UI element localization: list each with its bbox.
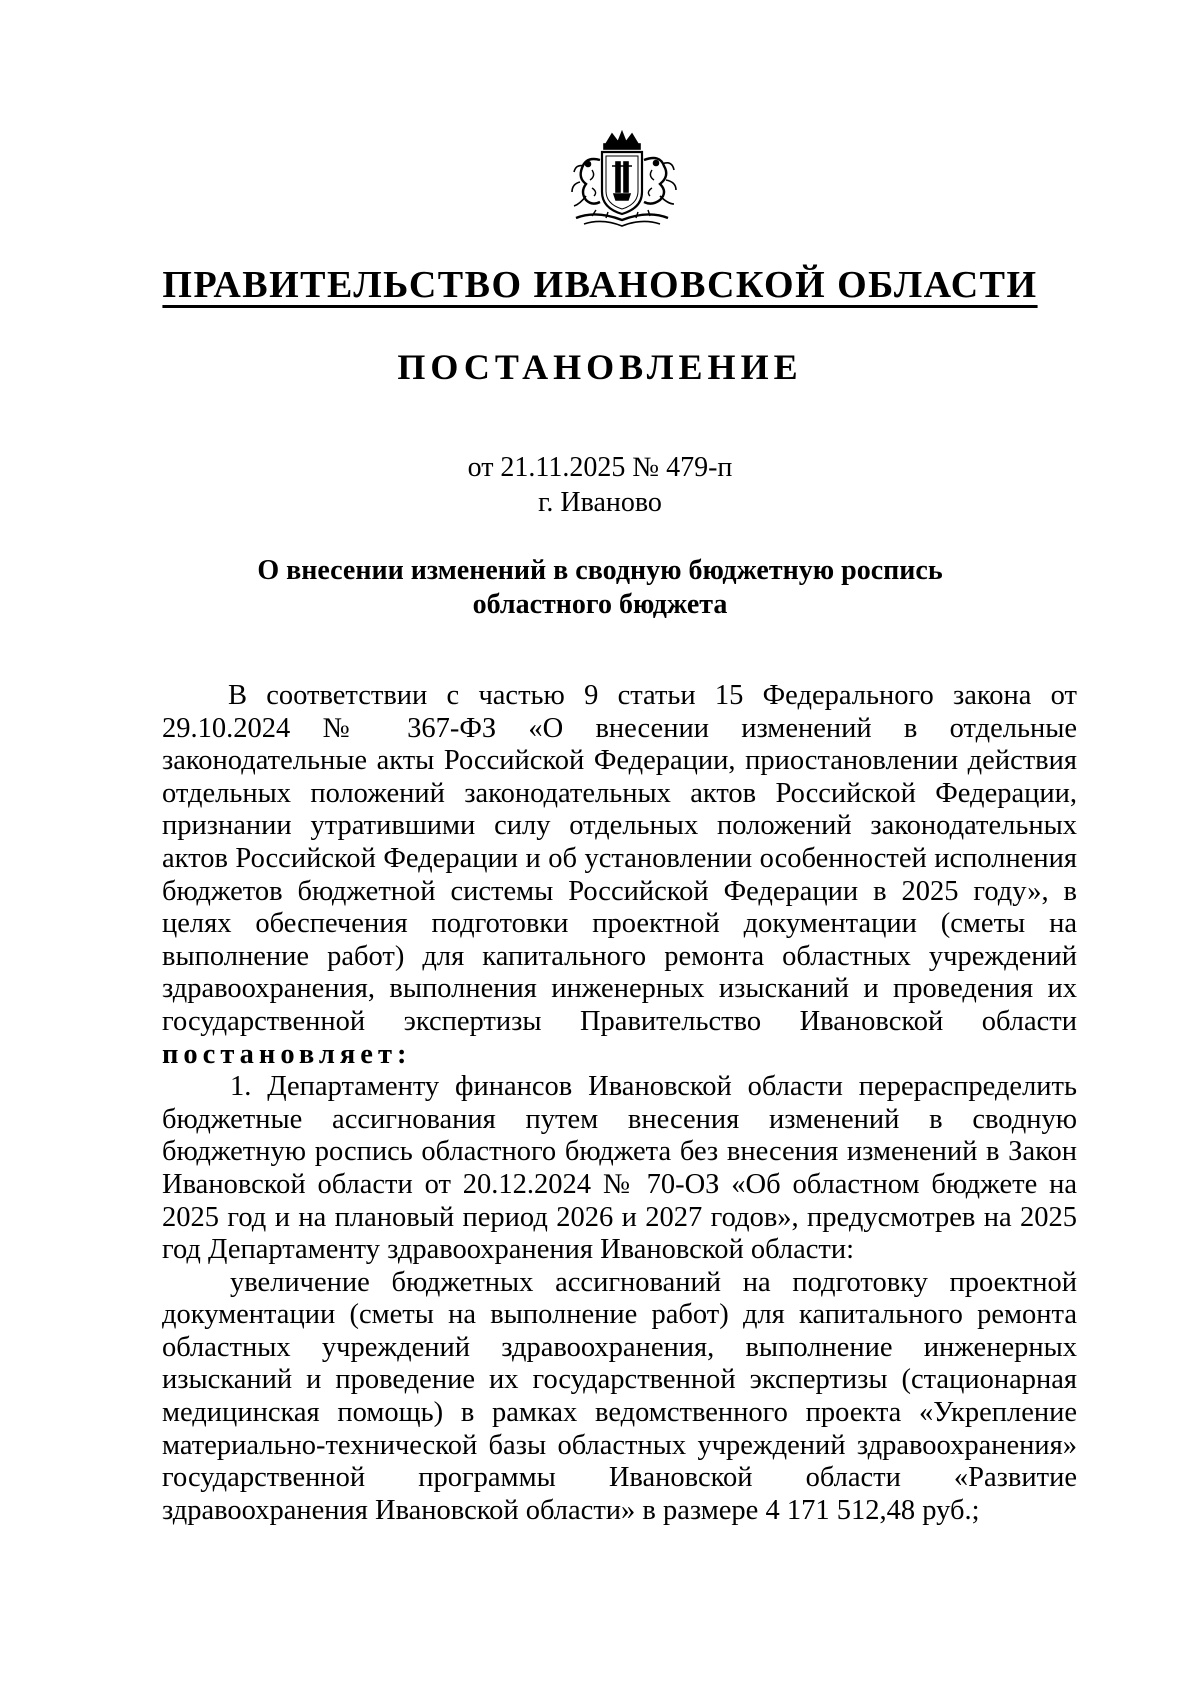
subject-line-2: областного бюджета	[472, 589, 728, 620]
government-title: ПРАВИТЕЛЬСТВО ИВАНОВСКОЙ ОБЛАСТИ	[162, 264, 1038, 306]
coat-of-arms-icon	[556, 130, 688, 234]
item-1-sub-paragraph: увеличение бюджетных ассигнований на подготовку проектной документации (сметы на выполнение работ) для капитального ремонта областных учреждений здравоохранения, выполнение инженерных изысканий и проведение их государственной экспертизы (стационарная медицинская помощь) в рамках ведомственного проекта «Укрепление материально-технической базы областных учреждений здравоохранения» государственной программы Ивановской области «Развитие здравоохранения Ивановской области» в размере 4 171 512,48 руб.;	[162, 1266, 1077, 1526]
preamble-paragraph	[162, 680, 1077, 1071]
city: г. Иваново	[538, 487, 662, 518]
document-body	[162, 680, 1077, 1527]
item-1-paragraph: 1. Департаменту финансов Ивановской области перераспределить бюджетные ассигнования путем внесения изменений в сводную бюджетную роспись областного бюджета без внесения изменений в Закон Ивановской области от 20.12.2024 № 70-ОЗ «Об областном бюджете на 2025 год и на плановый период 2026 и 2027 годов», предусмотрев на 2025 год Департаменту здравоохранения Ивановской области:	[162, 1071, 1077, 1266]
date-number: от 21.11.2025 № 479-п	[467, 452, 733, 483]
preamble-text: В соответствии с частью 9 статьи 15 Федерального закона от 29.10.2024 № 367-ФЗ «О внесении изменений в отдельные законодательные акты Российской Федерации, приостановлении действия отдельных положений законодательных актов Российской Федерации, признании утратившими силу отдельных положений законодательных актов Российской Федерации и об установлении особенностей исполнения бюджетов бюджетной системы Российской Федерации в 2025 году», в целях обеспечения подготовки проектной документации (сметы на выполнение работ) для капитального ремонта областных учреждений здравоохранения, выполнения инженерных изысканий и проведения их государственной экспертизы Правительство Ивановской области	[162, 680, 1077, 1037]
decree-word: постановляет	[162, 1038, 397, 1070]
decree-colon: :	[396, 1038, 412, 1070]
subject-line-1: О внесении изменений в сводную бюджетную роспись	[257, 555, 943, 586]
document-type-title: ПОСТАНОВЛЕНИЕ	[397, 347, 803, 387]
